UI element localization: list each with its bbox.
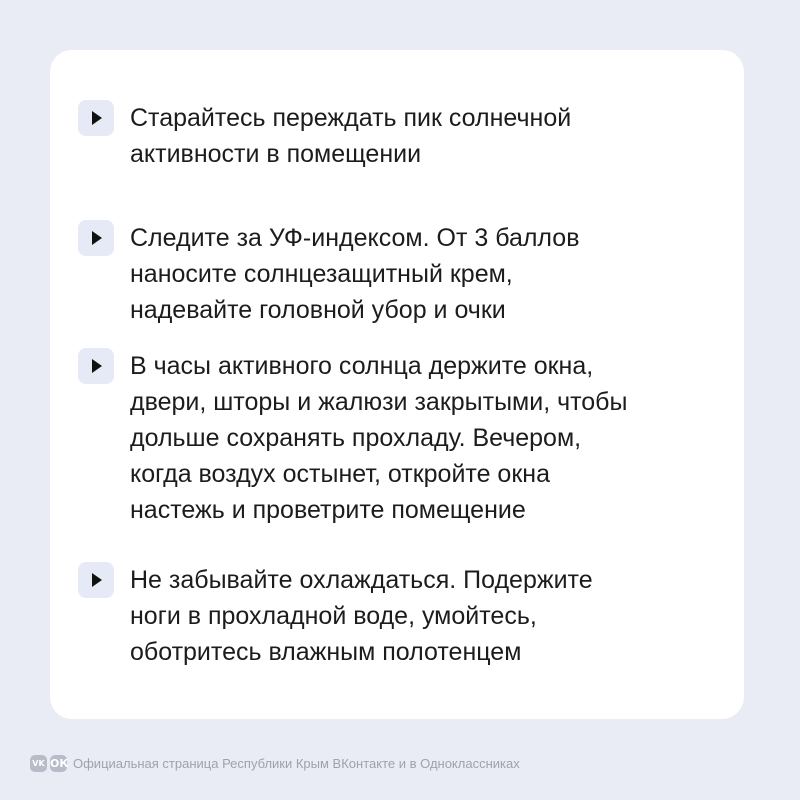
footer-text: Официальная страница Республики Крым ВКонтакте и в Одноклассниках bbox=[73, 755, 520, 771]
tip-text: Не забывайте охлаждаться. Подержите ноги в прохладной воде, умойтесь, оботритесь влажным полотенцем bbox=[130, 566, 593, 666]
tips-card bbox=[50, 50, 744, 719]
tip-text: Старайтесь переждать пик солнечной активности в помещении bbox=[130, 104, 572, 168]
play-triangle-icon bbox=[78, 100, 114, 136]
play-triangle-icon bbox=[78, 220, 114, 256]
play-triangle-icon bbox=[78, 562, 114, 598]
footer bbox=[30, 754, 520, 772]
ok-logo-icon: ОК bbox=[50, 756, 69, 770]
tip-text: В часы активного солнца держите окна, двери, шторы и жалюзи закрытыми, чтобы дольше сохранять прохладу. Вечером, когда воздух остынет, откройте окна настежь и проветрите помещение bbox=[130, 352, 628, 524]
vk-logo-icon: VK bbox=[30, 755, 47, 772]
tip-text: Следите за УФ-индексом. От 3 баллов наносите солнцезащитный крем, надевайте головной убор и очки bbox=[130, 224, 580, 324]
play-triangle-icon bbox=[78, 348, 114, 384]
